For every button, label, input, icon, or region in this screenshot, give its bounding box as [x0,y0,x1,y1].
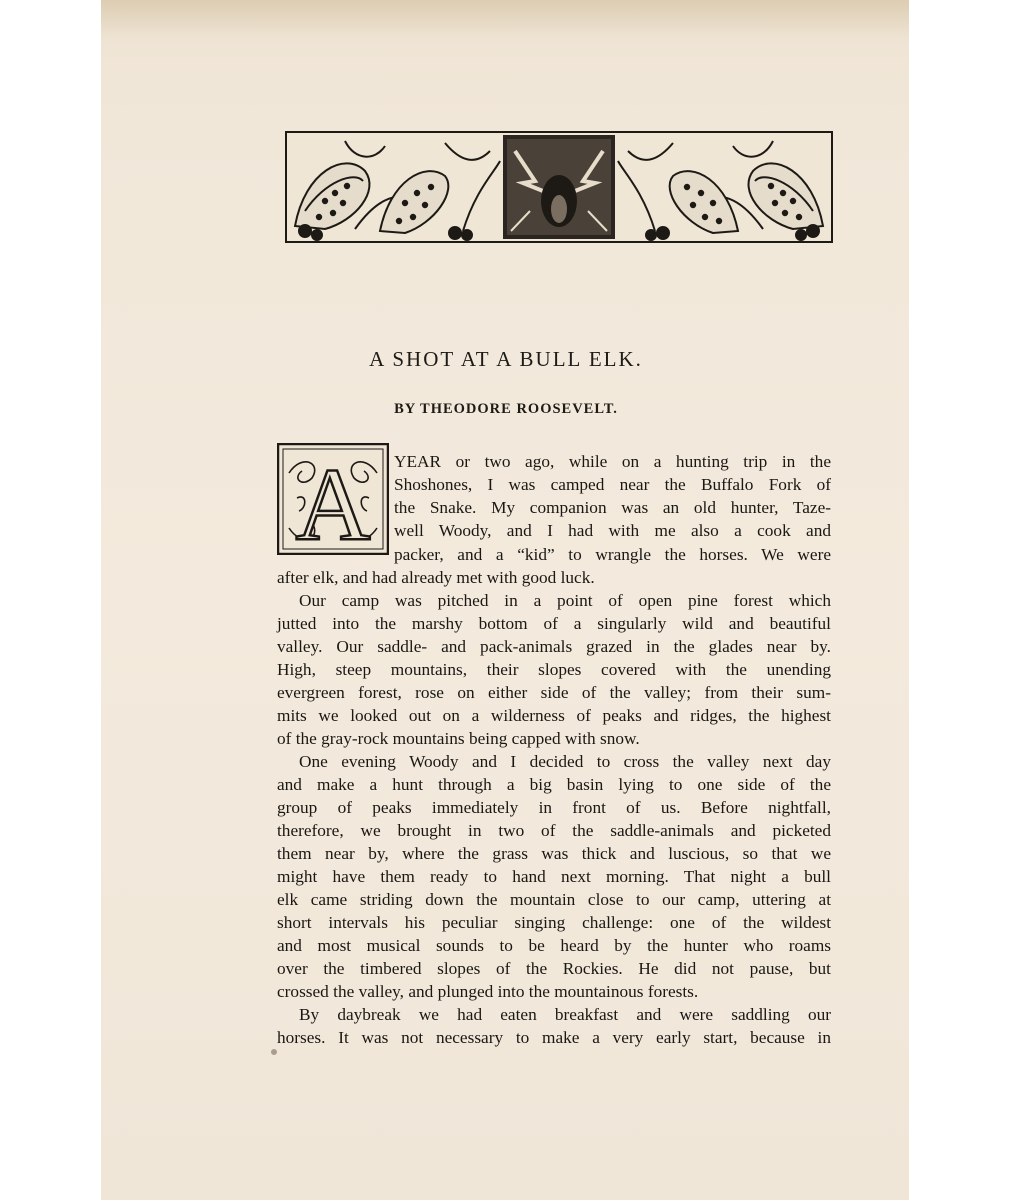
text-line: YEAR or two ago, while on a hunting trip in the [394,452,831,471]
text-line: them near by, where the grass was thick and luscious, so that we [277,844,831,863]
text-line: and most musical sounds to be heard by the hunter who roams [277,936,831,955]
text-line: evergreen forest, rose on either side of the valley; from their sum- [277,683,831,702]
text-line: High, steep mountains, their slopes covered with the unending [277,660,831,679]
text-line: after elk, and had already met with good luck. [277,568,595,587]
text-line: might have them ready to hand next morning. That night a bull [277,867,831,886]
text-line: By daybreak we had eaten breakfast and were saddling our [299,1005,831,1024]
page-stain [101,0,909,40]
text-line: therefore, we brought in two of the saddle-animals and picketed [277,821,831,840]
text-line: mits we looked out on a wilderness of peaks and ridges, the highest [277,706,831,725]
text-line: over the timbered slopes of the Rockies. He did not pause, but [277,959,831,978]
text-line: valley. Our saddle- and pack-animals grazed in the glades near by. [277,637,831,656]
text-line: elk came striding down the mountain close to our camp, uttering at [277,890,831,909]
text-line: horses. It was not necessary to make a very early start, because in [277,1028,831,1047]
text-line: the Snake. My companion was an old hunter, Taze- [394,498,831,517]
text-line: and make a hunt through a big basin lying to one side of the [277,775,831,794]
drop-cap-ornament [277,443,389,555]
article-title: A SHOT AT A BULL ELK. [369,347,643,371]
page-mark [271,1049,277,1055]
drop-cap-letter: A [295,447,371,555]
text-line: well Woody, and I had with me also a cook and [394,521,831,540]
text-line: short intervals his peculiar singing challenge: one of the wildest [277,913,831,932]
ornamental-header-band [285,131,833,243]
text-line: jutted into the marshy bottom of a singularly wild and beautiful [277,614,831,633]
article-byline: BY THEODORE ROOSEVELT. [394,401,618,417]
text-line: One evening Woody and I decided to cross the valley next day [299,752,831,771]
text-line: Our camp was pitched in a point of open pine forest which [299,591,831,610]
text-line: group of peaks immediately in front of us. Before nightfall, [277,798,831,817]
text-line: crossed the valley, and plunged into the mountainous forests. [277,982,699,1001]
text-line: of the gray-rock mountains being capped with snow. [277,729,640,748]
text-line: packer, and a “kid” to wrangle the horses. We were [394,545,831,564]
text-line: Shoshones, I was camped near the Buffalo Fork of [394,475,831,494]
